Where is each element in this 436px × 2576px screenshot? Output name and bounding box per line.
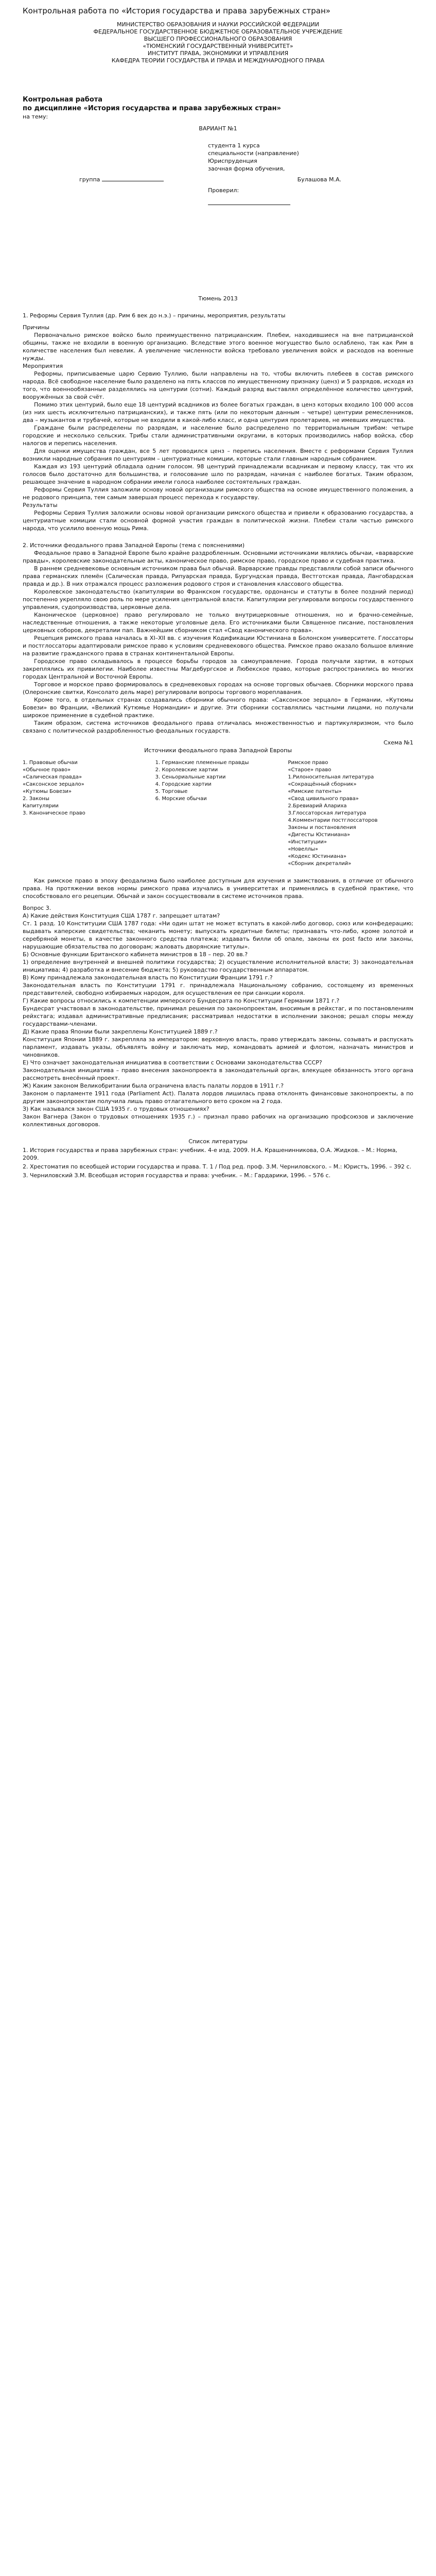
group-blank	[102, 176, 164, 181]
section-sources	[23, 541, 413, 868]
paragraph: Реформы, приписываемые царю Сервию Туллию, были направлены на то, чтобы включить плебеев в состав римского народа. Всё свободное население было разделено на пять классов по имущественному признаку (ценз) и 5 разрядов, исходя из того, что военнообязанные разделялись на центурии (сотни). Каждый разряд выставлял определённое количество центурий, вооружённых за свой счёт.	[23, 370, 413, 400]
question-3-heading: Вопрос 3.	[23, 905, 51, 911]
task-1-title: 1. Реформы Сервия Туллия (др. Рим 6 век до н.э.) – причины, мероприятия, результаты	[23, 312, 286, 319]
answer: Конституция Японии 1889 г. закрепляла за императором: верховную власть, право утверждать законы, созывать и распускать парламент, издавать указы, объявлять войну и заключать мир, командовать армией и флотом, назначать министров и чиновников.	[23, 1036, 413, 1058]
paragraph: В раннем средневековье основным источником права был обычай. Варварские правды представляли собой записи обычного права германских племён (Салическая правда, Рипуарская правда, Бургундская правда, Вестготская правда, Лангобардская правда и др.). В них отражался процесс разложения родового строя и становления классового общества.	[23, 565, 413, 587]
paragraph: Первоначально римское войско было преимущественно патрицианским. Плебеи, находившиеся на вне патрицианской общины, также не входили в военную организацию. Вследствие этого военное могущество было ослаблено, так как Рим в количестве населения был невелик. А увеличение численности войска требовало увеличения войск и расходов на военные нужды.	[23, 332, 413, 362]
scheme-item: 3. Каноническое право	[23, 810, 85, 816]
section-questions	[23, 877, 413, 1128]
student-specialty: специальности (направление)	[208, 150, 299, 157]
paragraph: Для оценки имущества граждан, все 5 лет проводился ценз – перепись населения. Вместе с реформами Сервия Туллия возникли народные собрания по центуриям – центуриатные комиции, которые стали главным народным собранием.	[23, 448, 413, 462]
answer: 1) определение внутренней и внешней политики государства; 2) осуществление исполнительной власти; 3) законодательная инициатива; 4) разработка и внесение бюджета; 5) руководство государственным аппаратом.	[23, 959, 413, 973]
student-info	[208, 142, 413, 173]
answer: Ст. 1 разд. 10 Конституции США 1787 года: «Ни один штат не может вступать в какой-либо договор, союз или конфедерацию; выдавать каперские свидетельства; чеканить монету; выпускать кредитные билеты; признавать что-либо, кроме золотой и серебряной монеты, в качестве законного средства платежа; издавать билли об опале, законы ex post facto или законы, нарушающие обязательства по договорам; жаловать дворянские титулы».	[23, 920, 413, 950]
scheme-item: 4.Комментарии постглоссаторов	[288, 818, 378, 823]
question: Г) Какие вопросы относились к компетенции имперского Бундесрата по Конституции Германии 1871 г.?	[23, 997, 340, 1004]
scheme-item: «Дигесты Юстиниана»	[288, 832, 351, 838]
measures-heading: Мероприятия	[23, 363, 63, 369]
paragraph: Реформы Сервия Туллия заложили основу новой организации римского общества на основе имущественного положения, а не родового принципа, тем самым завершая процесс перехода к государству.	[23, 486, 413, 501]
group-row	[23, 176, 413, 183]
results-heading: Результаты	[23, 502, 58, 509]
ministry-line: МИНИСТЕРСТВО ОБРАЗОВАНИЯ И НАУКИ РОССИЙСКОЙ ФЕДЕРАЦИИ	[117, 21, 319, 28]
work-type: Контрольная работа	[23, 96, 103, 104]
question: Д) Какие права Японии были закреплены Конституцией 1889 г.?	[23, 1028, 218, 1035]
scheme-item: «Кутюмы Бовези»	[23, 789, 72, 794]
checker-blank	[208, 199, 290, 205]
paragraph: Феодальное право в Западной Европе было крайне раздробленным. Основными источниками являлись обычаи, «варварские правды», королевские законодательные акты, каноническое право, римское право, городское право и судебная практика.	[23, 550, 413, 564]
paragraph: Граждане были распределены по разрядам, и население было распределено по территориальным трибам: четыре городские и несколько сельских. Трибы стали административными округами, в которых производились набор войска, сбор налогов и перепись населения.	[23, 425, 413, 447]
question: З) Как назывался закон США 1935 г. о трудовых отношениях?	[23, 1106, 210, 1112]
scheme-item: «Салическая правда»	[23, 774, 82, 780]
answer: Законом о парламенте 1911 года (Parliament Act). Палата лордов лишилась права отклонять финансовые законопроекты, а по другим законопроектам получила лишь право отлагательного вето сроком на 2 года.	[23, 1090, 413, 1105]
task-2-title: 2. Источники феодального права Западной Европы (тема с пояснениями)	[23, 542, 245, 549]
scheme-item: «Кодекс Юстиниана»	[288, 854, 347, 859]
paragraph: Помимо этих центурий, было еще 18 центурий всадников из более богатых граждан, в ценз которых входило 100 000 ассов (из них шесть исключительно патрицианских), и также пять (или по некоторым данным – четыре) центурии ремесленников, два – музыкантов и трубачей, которые не входили в какой-либо класс, и одна центурия пролетариев, не имевших имущества.	[23, 401, 413, 423]
bibliography-item: 3. Черниловский З.М. Всеобщая история государства и права: учебник. – М.: Гардарики, 1996. – 576 с.	[23, 1172, 331, 1179]
answer: Законодательная инициатива – право внесения законопроекта в законодательный орган, влекущее обязанность этого органа рассмотреть внесённый проект.	[23, 1067, 413, 1081]
discipline-name: по дисциплине «История государства и права зарубежных стран»	[23, 105, 281, 112]
scheme-column-roman-law	[288, 759, 413, 868]
paragraph: Торговое и морское право формировалось в средневековых городах на основе торговых обычаев. Сборники морского права (Олеронские свитки, Консолато дель маре) регулировали вопросы торгового мореплавания.	[23, 681, 413, 696]
sources-scheme	[23, 759, 413, 868]
scheme-item: 1.Рилоносительная литература	[288, 774, 374, 780]
bibliography	[23, 1138, 413, 1179]
student-course: студента 1 курса	[208, 142, 260, 149]
topic-label: на тему:	[23, 113, 48, 120]
paragraph: Как римское право в эпоху феодализма было наиболее доступным для изучения и заимствования, в отличие от обычного права. На протяжении веков нормы римского права изучались в университетах и применялись в судебной практике, что способствовало его рецепции. Обычай и закон сосуществовали в системе источников права.	[23, 877, 413, 900]
scheme-item: «Институции»	[288, 839, 327, 845]
scheme-item: «Свод цивильного права»	[288, 796, 359, 802]
scheme-item: 1. Правовые обычаи	[23, 760, 78, 766]
scheme-item: «Римские патенты»	[288, 789, 342, 794]
scheme-item: 6. Морские обычаи	[155, 796, 207, 802]
scheme-item: 2. Королевские хартии	[155, 767, 218, 773]
scheme-item: 1. Германские племенные правды	[155, 760, 249, 766]
student-major: Юриспруденция	[208, 158, 257, 164]
scheme-item: «Саксонское зерцало»	[23, 782, 84, 787]
scheme-item: «Старое» право	[288, 767, 332, 773]
scheme-item: «Сборник декреталий»	[288, 861, 352, 867]
scheme-item: «Сокращённый сборник»	[288, 782, 357, 787]
paragraph: Кроме того, в отдельных странах создавались сборники обычного права: «Саксонское зерцало» в Германии, «Кутюмы Бовези» во Франции, «Великий Кутюмье Нормандии» и другие. Эти сборники составлялись частными лицами, но получали широкое применение в судебной практике.	[23, 697, 413, 719]
question: Б) Основные функции Британского кабинета министров в 18 – пер. 20 вв.?	[23, 951, 248, 958]
student-form: заочная форма обучения,	[208, 165, 285, 172]
paragraph: Каноническое (церковное) право регулировало не только внутрицерковные отношения, но и брачно-семейные, наследственные отношения, а также некоторые уголовные дела. Его источниками были Священное писание, постановления церковных соборов, декреталии пап. Важнейшим сборником стал «Свод канонического права».	[23, 612, 413, 634]
checked-label: Проверил:	[208, 187, 239, 194]
variant-label: ВАРИАНТ №1	[199, 125, 237, 132]
document-title: Контрольная работа по «История государства и права зарубежных стран»	[23, 6, 330, 15]
scheme-item: 2.Бревиарий Алариха	[288, 803, 347, 809]
paragraph: Таким образом, система источников феодального права отличалась множественностью и партикуляризмом, что было связано с политической раздробленностью феодальных государств.	[23, 720, 413, 734]
answer: Бундесрат участвовал в законодательстве, принимал решения по законопроектам, вносимым в рейхстаг, и по постановлениям рейхстага; издавал административные предписания; рассматривал недостатки в исполнении законов; решал споры между государствами-членами.	[23, 1005, 413, 1027]
group-label: группа	[79, 176, 164, 183]
question: Е) Что означает законодательная инициатива в соответствии с Основами законодательства СССР?	[23, 1059, 322, 1066]
paragraph: Рецепция римского права началась в XI–XII вв. с изучения Кодификации Юстиниана в Болонском университете. Глоссаторы и постглоссаторы адаптировали римское право к условиям средневекового общества. Римское право оказало большое влияние на развитие гражданского права в странах континентальной Европы.	[23, 635, 413, 657]
scheme-item: 2. Законы	[23, 796, 49, 802]
scheme-column-customs	[23, 759, 148, 868]
paragraph: Каждая из 193 центурий обладала одним голосом. 98 центурий принадлежали всадникам и первому классу, так что их голосов было достаточно для большинства, и голосование шло по разрядам, начиная с наиболее богатых. Таким образом, решающее значение в народном собрании имели голоса наиболее состоятельных граждан.	[23, 463, 413, 485]
scheme-column-charters	[155, 759, 281, 868]
city-year: Тюмень 2013	[198, 295, 238, 302]
bibliography-item: 2. Хрестоматия по всеобщей истории государства и права. Т. 1 / Под ред. проф. З.М. Черниловского. – М.: Юристъ, 1996. – 392 с.	[23, 1163, 412, 1170]
scheme-number: Схема №1	[383, 739, 413, 746]
institution-header	[23, 21, 413, 64]
university-line: «ТЮМЕНСКИЙ ГОСУДАРСТВЕННЫЙ УНИВЕРСИТЕТ»	[143, 43, 293, 49]
answer: Законодательная власть по Конституции 1791 г. принадлежала Национальному собранию, состоящему из временных представителей, свободно избираемых народом, для осуществления ее при санкции короля.	[23, 982, 413, 996]
paragraph: Городское право складывалось в процессе борьбы городов за самоуправление. Города получали хартии, в которых закреплялись их привилегии. Наиболее известны Магдебургское и Любекское право, которые распространились во многих городах Центральной и Восточной Европы.	[23, 658, 413, 680]
scheme-item: Римское право	[288, 760, 328, 766]
scheme-item: «Новеллы»	[288, 846, 318, 852]
reasons-heading: Причины	[23, 324, 49, 331]
scheme-item: Капитулярии	[23, 803, 59, 809]
level-line: ВЫСШЕГО ПРОФЕССИОНАЛЬНОГО ОБРАЗОВАНИЯ	[144, 36, 292, 42]
question: В) Кому принадлежала законодательная власть по Конституции Франции 1791 г.?	[23, 974, 273, 981]
answer: Закон Вагнера (Закон о трудовых отношениях 1935 г.) – признал право рабочих на организацию профсоюзов и заключение коллективных договоров.	[23, 1113, 413, 1128]
scheme-item: 3. Сеньориальные хартии	[155, 774, 226, 780]
scheme-item: «Обычное право»	[23, 767, 71, 773]
institute-line: ИНСТИТУТ ПРАВА, ЭКОНОМИКИ И УПРАВЛЕНИЯ	[147, 50, 289, 57]
scheme-item: 3.Глоссаторская литература	[288, 810, 367, 816]
document-page	[11, 0, 425, 1211]
checker-info	[208, 187, 413, 207]
paragraph: Реформы Сервия Туллия заложили основы новой организации римского общества и привели к образованию государства, а центуриатные комиции стали основной формой участия граждан в политической жизни. Плебеи стали частью римского народа, что усилило военную мощь Рима.	[23, 510, 413, 532]
bibliography-item: 1. История государства и права зарубежных стран: учебник. 4-е изд. 2009. Н.А. Крашенинникова, О.А. Жидков. – М.: Норма, 2009.	[23, 1147, 397, 1161]
department-line: КАФЕДРА ТЕОРИИ ГОСУДАРСТВА И ПРАВА И МЕЖДУНАРОДНОГО ПРАВА	[111, 57, 325, 64]
scheme-item: 5. Торговые	[155, 789, 188, 794]
scheme-caption: Источники феодального права Западной Европы	[144, 747, 292, 754]
paragraph: Королевское законодательство (капитулярии во Франкском государстве, ордонансы и статуты в более поздний период) постепенно укрепляло свою роль по мере усиления центральной власти. Капитулярии регулировали вопросы государственного управления, судопроизводства, церковные дела.	[23, 588, 413, 611]
bibliography-heading: Список литературы	[188, 1138, 248, 1145]
student-name: Булашова М.А.	[297, 176, 341, 183]
question: А) Какие действия Конституция США 1787 г. запрещает штатам?	[23, 912, 220, 919]
section-reforms	[23, 312, 413, 532]
agency-line: ФЕДЕРАЛЬНОЕ ГОСУДАРСТВЕННОЕ БЮДЖЕТНОЕ ОБРАЗОВАТЕЛЬНОЕ УЧРЕЖДЕНИЕ	[93, 28, 343, 35]
title-block	[23, 95, 413, 132]
scheme-item: Законы и постановления	[288, 825, 356, 831]
question: Ж) Каким законом Великобритании была ограничена власть палаты лордов в 1911 г.?	[23, 1082, 284, 1089]
scheme-item: 4. Городские хартии	[155, 782, 212, 787]
